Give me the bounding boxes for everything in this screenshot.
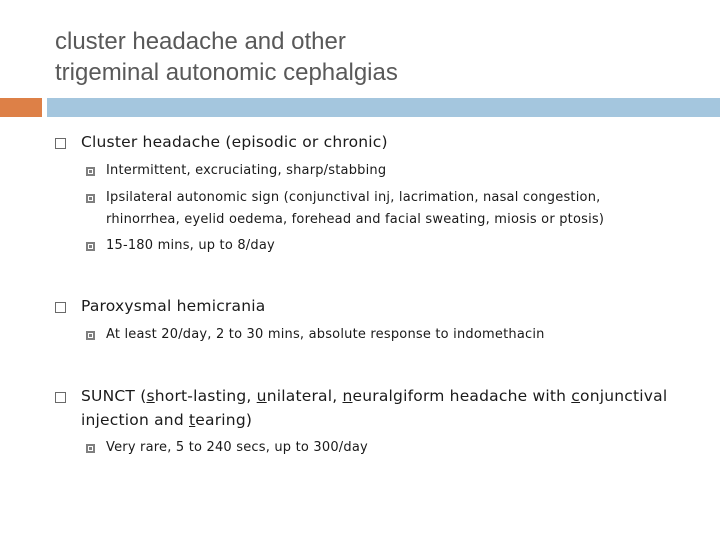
slide-title-line-1: cluster headache and other [55, 28, 346, 55]
square-bullet-icon [86, 331, 95, 340]
square-bullet-icon [86, 167, 95, 176]
square-bullet-icon [86, 444, 95, 453]
sub-bullet-paroxysmal-detail: At least 20/day, 2 to 30 mins, absolute response to indomethacin [106, 327, 545, 342]
bullet-sunct: SUNCT (short-lasting, unilateral, neuralgiform headache with conjunctival [81, 387, 668, 405]
sub-bullet-sunct-detail: Very rare, 5 to 240 secs, up to 300/day [106, 440, 368, 455]
sub-bullet-intermittent: Intermittent, excruciating, sharp/stabbing [106, 163, 387, 178]
bullet-paroxysmal-hemicrania: Paroxysmal hemicrania [81, 297, 266, 315]
sub-bullet-autonomic-sign-continued: rhinorrhea, eyelid oedema, forehead and facial sweating, miosis or ptosis) [106, 212, 605, 227]
sub-bullet-autonomic-sign: Ipsilateral autonomic sign (conjunctival inj, lacrimation, nasal congestion, [106, 190, 601, 205]
square-bullet-icon [86, 242, 95, 251]
hollow-square-bullet-icon [55, 302, 66, 313]
hollow-square-bullet-icon [55, 392, 66, 403]
hollow-square-bullet-icon [55, 138, 66, 149]
slide-title-line-2: trigeminal autonomic cephalgias [55, 59, 398, 86]
bullet-sunct-continued: injection and tearing) [81, 411, 253, 429]
bullet-cluster-headache: Cluster headache (episodic or chronic) [81, 133, 388, 151]
square-bullet-icon [86, 194, 95, 203]
sub-bullet-duration: 15-180 mins, up to 8/day [106, 238, 275, 253]
